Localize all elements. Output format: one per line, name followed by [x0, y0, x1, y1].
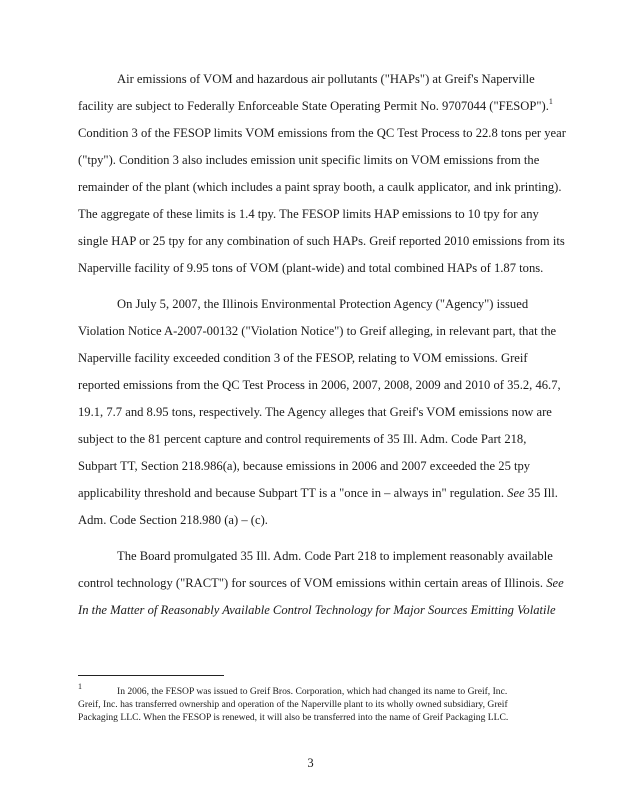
- footnote-line: Greif, Inc. has transferred ownership and operation of the Naperville plant to its wholly owned subsidiary, Greif: [78, 699, 508, 710]
- body-line: reported emissions from the QC Test Process in 2006, 2007, 2008, 2009 and 2010 of 35.2, 46.7,: [78, 378, 561, 392]
- citation-signal: See: [507, 486, 525, 500]
- case-citation: In the Matter of Reasonably Available Control Technology for Major Sources Emitting Volatile: [78, 603, 556, 617]
- body-line: remainder of the plant (which includes a paint spray booth, a caulk applicator, and ink printing).: [78, 180, 562, 194]
- body-line: The Board promulgated 35 Ill. Adm. Code Part 218 to implement reasonably available: [117, 549, 553, 563]
- body-line: Condition 3 of the FESOP limits VOM emissions from the QC Test Process to 22.8 tons per year: [78, 126, 566, 140]
- body-line: On July 5, 2007, the Illinois Environmental Protection Agency ("Agency") issued: [117, 297, 529, 311]
- footnote-reference[interactable]: 1: [548, 97, 553, 106]
- page-number: 3: [307, 756, 314, 770]
- body-line: [78, 486, 558, 501]
- body-line: ("tpy"). Condition 3 also includes emission unit specific limits on VOM emissions from the: [78, 153, 540, 167]
- body-line: [78, 576, 564, 591]
- body-line: Adm. Code Section 218.980 (a) – (c).: [78, 513, 268, 527]
- body-line: [78, 99, 553, 114]
- footnote-divider: [78, 675, 224, 676]
- body-line: Subpart TT, Section 218.986(a), because emissions in 2006 and 2007 exceeded the 25 tpy: [78, 459, 531, 473]
- body-text: control technology ("RACT") for sources of VOM emissions within certain areas of Illinois.: [78, 576, 547, 590]
- footnote-line: Packaging LLC. When the FESOP is renewed, it will also be transferred into the name of Greif Packaging LLC.: [78, 712, 509, 723]
- body-line: Naperville facility of 9.95 tons of VOM (plant-wide) and total combined HAPs of 1.87 tons.: [78, 261, 544, 275]
- body-line: single HAP or 25 tpy for any combination of such HAPs. Greif reported 2010 emissions from its: [78, 234, 565, 248]
- body-line: subject to the 81 percent capture and control requirements of 35 Ill. Adm. Code Part 218,: [78, 432, 527, 446]
- citation-signal: See: [546, 576, 564, 590]
- body-line: The aggregate of these limits is 1.4 tpy. The FESOP limits HAP emissions to 10 tpy for any: [78, 207, 539, 221]
- body-text: 35 Ill.: [524, 486, 558, 500]
- body-line: Air emissions of VOM and hazardous air pollutants ("HAPs") at Greif's Naperville: [117, 72, 535, 86]
- footnote-line: In 2006, the FESOP was issued to Greif Bros. Corporation, which had changed its name to Greif, Inc.: [117, 686, 508, 697]
- body-text: applicability threshold and because Subpart TT is a "once in – always in" regulation.: [78, 486, 508, 500]
- footnote-mark: 1: [78, 682, 82, 691]
- body-line: Naperville facility exceeded condition 3 of the FESOP, relating to VOM emissions. Greif: [78, 351, 528, 365]
- body-line: Violation Notice A-2007-00132 ("Violation Notice") to Greif alleging, in relevant part, that the: [78, 324, 557, 338]
- body-text: facility are subject to Federally Enforceable State Operating Permit No. 9707044 ("FESOP").: [78, 99, 549, 113]
- body-line: 19.1, 7.7 and 8.95 tons, respectively. The Agency alleges that Greif's VOM emissions now are: [78, 405, 552, 419]
